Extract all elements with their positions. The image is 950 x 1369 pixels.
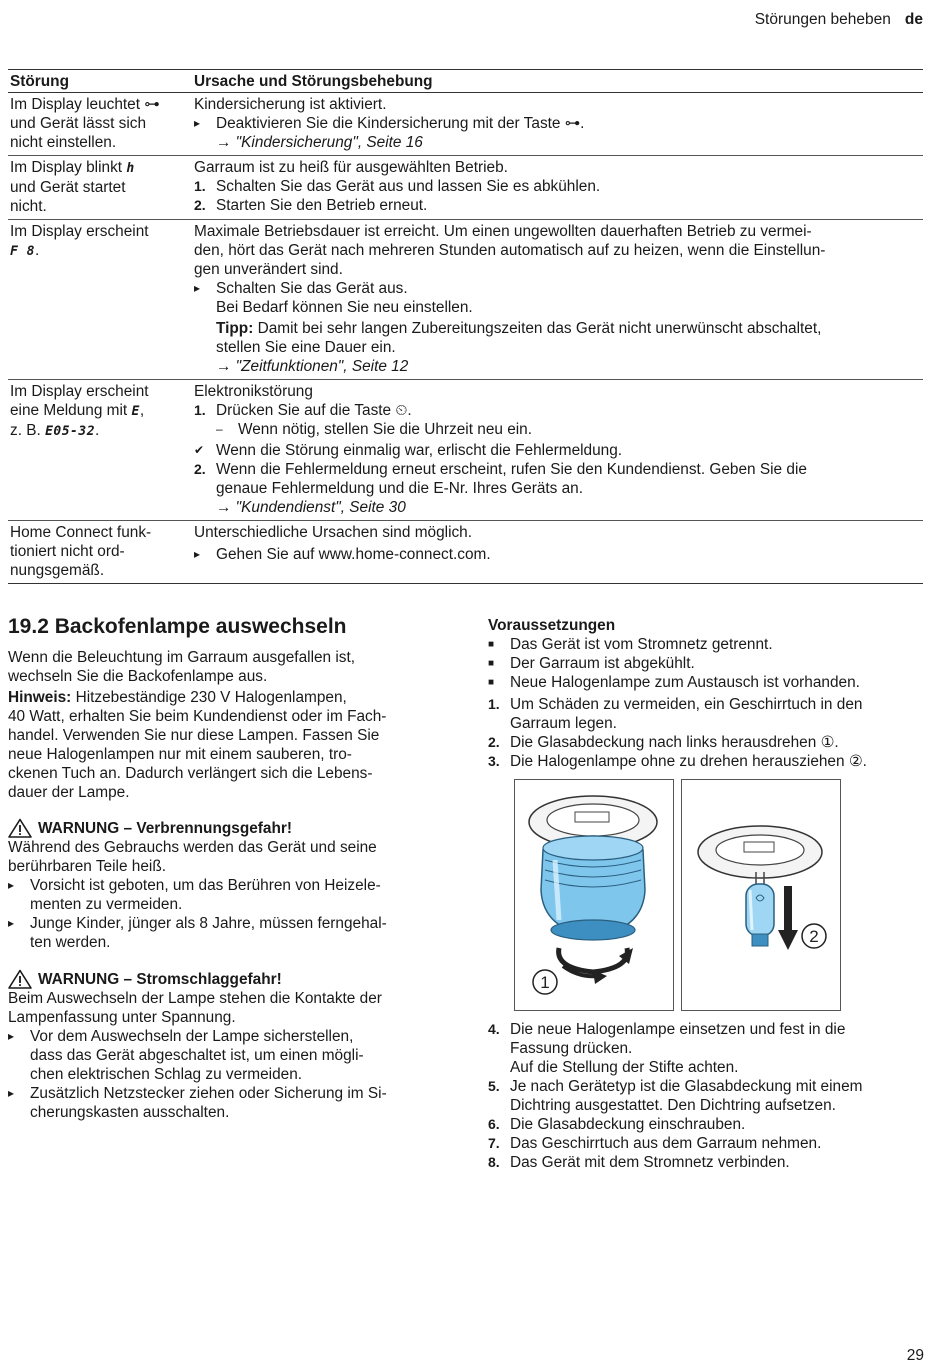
warning-triangle-icon (8, 969, 32, 989)
tip-label: Tipp: (216, 320, 254, 337)
square-bullet-icon: ■ (488, 658, 495, 669)
check-icon: ✔ (194, 443, 205, 457)
triangle-right-icon: ▸ (194, 116, 201, 130)
col-fault-header: Störung (8, 70, 192, 93)
table-row (8, 380, 923, 521)
lamp-cover-illustration (515, 780, 673, 1010)
cross-reference[interactable]: → "Kundendienst", Seite 30 (216, 499, 406, 516)
figure-unscrew-cover (514, 779, 674, 1011)
left-column: Wenn die Beleuchtung im Garraum ausgefallen ist, wechseln Sie die Backofenlampe aus. Hinweis: Hitzebeständige 230 V Halogenlampen, 40 Watt, erhalten Sie beim Kundendienst oder im Fach- handel. Verwenden Sie nur diese Lampen. Fassen Sie neue Halogenlampen nur mit einem sauberen, tro- ckenen Tuch an. Dadurch verlängert sich die Lebens- dauer der Lampe. WARNUNG – Verbrennungsgefahr! Während des Gebrauchs werden das Gerät und seine berührbaren Teile heiß. ▸ Vorsicht ist geboten, um das Berühren von Heizele- menten zu vermeiden. ▸ Junge Kinder, jünger als 8 Jahre, müssen ferngehal- ten werden. WARNUNG – Stromschlaggefahr! Beim Auswechseln der Lampe stehen die Kontakte der Lampenfassung unter Spannung. ▸ Vor dem Auswechseln der Lampe sicherstellen, dass das Gerät abgeschaltet ist, um einen mögli- chen elektrischen Schlag zu vermeiden. ▸ Zusätzlich Netzstecker ziehen oder Sicherung im Si- cherungskasten ausschalten. (8, 648, 448, 1122)
table-row (8, 156, 923, 220)
cause-cell: Elektronikstörung 1. Drücken Sie auf die Taste ⏲. – Wenn nötig, stellen Sie die Uhrzeit neu ein. ✔ Wenn die Störung einmalig war, erlischt die Fehlermeldung. 2. Wenn die Fehlermeldung erneut erscheint, rufen Sie den Kundendienst. Geben Sie die genaue Fehlermeldung und die E-Nr. Ihres Geräts an. → "Kundendienst", Seite 30 (192, 380, 923, 521)
triangle-right-icon: ▸ (8, 916, 15, 930)
display-symbol: E05-32 (45, 424, 96, 439)
square-bullet-icon: ■ (488, 639, 495, 650)
halogen-lamp-illustration (682, 780, 840, 1010)
display-symbol: F 8 (10, 244, 35, 259)
fault-cell: Im Display erscheint F 8. (8, 220, 192, 380)
triangle-right-icon: ▸ (8, 1029, 15, 1043)
warning-title: WARNUNG – Verbrennungsgefahr! (38, 819, 292, 837)
triangle-right-icon: ▸ (194, 281, 201, 295)
running-header (755, 10, 923, 29)
triangle-right-icon: ▸ (8, 1086, 15, 1100)
header-lang: de (904, 11, 923, 28)
fault-cell: Im Display erscheint eine Meldung mit E, z. B. E05-32. (8, 380, 192, 521)
cause-cell: Maximale Betriebsdauer ist erreicht. Um einen ungewollten dauerhaften Betrieb zu vermei- den, hört das Gerät nach mehreren Stunden automatisch auf zu heizen, wenn die Einstellun- gen unverändert sind. ▸ Schalten Sie das Gerät aus. Bei Bedarf können Sie neu einstellen. Tipp: Damit bei sehr langen Zubereitungszeiten das Gerät nicht unerwünscht abschaltet, stellen Sie eine Dauer ein. → "Zeitfunktionen", Seite 12 (192, 220, 923, 380)
fault-cell: Im Display leuchtet ⊶ und Gerät lässt sich nicht einstellen. (8, 93, 192, 156)
fault-cell: Im Display blinkt h und Gerät startet nicht. (8, 156, 192, 220)
cause-cell: Kindersicherung ist aktiviert. ▸ Deaktivieren Sie die Kindersicherung mit der Taste ⊶. → "Kindersicherung", Seite 16 (192, 93, 923, 156)
display-symbol: E (131, 404, 140, 419)
troubleshooting-table (8, 69, 923, 584)
table-row (8, 521, 923, 584)
table-row (8, 220, 923, 380)
warning-title: WARNUNG – Stromschlaggefahr! (38, 970, 282, 988)
cause-cell: Unterschiedliche Ursachen sind möglich. ▸ Gehen Sie auf www.home-connect.com. (192, 521, 923, 584)
fault-cell: Home Connect funk- tioniert nicht ord- nungsgemäß. (8, 521, 192, 584)
display-symbol: h (126, 161, 135, 176)
warning-burn: WARNUNG – Verbrennungsgefahr! Während des Gebrauchs werden das Gerät und seine berührbaren Teile heiß. ▸ Vorsicht ist geboten, um das Berühren von Heizele- menten zu vermeiden. ▸ Junge Kinder, jünger als 8 Jahre, müssen ferngehal- ten werden. (8, 819, 387, 951)
cause-cell: Garraum ist zu heiß für ausgewählten Betrieb. 1. Schalten Sie das Gerät aus und lassen Sie es abkühlen. 2. Starten Sie den Betrieb erneut. (192, 156, 923, 220)
figure-label: 1 (540, 973, 550, 992)
figure-pull-lamp (681, 779, 841, 1011)
cross-reference[interactable]: → "Zeitfunktionen", Seite 12 (216, 358, 409, 375)
triangle-right-icon: ▸ (194, 547, 201, 561)
cross-reference[interactable]: → "Kindersicherung", Seite 16 (216, 134, 423, 151)
figure-label: 2 (809, 927, 819, 946)
right-column: Voraussetzungen ■ Das Gerät ist vom Stromnetz getrennt. ■ Der Garraum ist abgekühlt. ■ Neue Halogenlampe zum Austausch ist vorhanden. 1. Um Schäden zu vermeiden, ein Geschirrtuch in den Garraum legen. 2. Die Glasabdeckung nach links herausdrehen ①. 3. Die Halogenlampe ohne zu drehen herausziehen ②. (488, 616, 928, 771)
web-link[interactable]: Gehen Sie auf www.home-connect.com. (216, 546, 491, 563)
triangle-right-icon: ▸ (8, 878, 15, 892)
prereq-title: Voraussetzungen (488, 617, 616, 634)
hint-label: Hinweis: (8, 689, 72, 706)
warning-triangle-icon (8, 818, 32, 838)
page-number: 29 (906, 1347, 924, 1364)
steps-continued: 4. Die neue Halogenlampe einsetzen und fest in die Fassung drücken. Auf die Stellung der Stifte achten. 5. Je nach Gerätetyp ist die Glasabdeckung mit einem Dichtring ausgestattet. Den Dichtring aufsetzen. 6. Die Glasabdeckung einschrauben. 7. Das Geschirrtuch aus dem Garraum nehmen. 8. Das Gerät mit dem Stromnetz verbinden. (488, 1021, 863, 1171)
warning-shock: WARNUNG – Stromschlaggefahr! Beim Auswechseln der Lampe stehen die Kontakte der Lampenfassung unter Spannung. ▸ Vor dem Auswechseln der Lampe sicherstellen, dass das Gerät abgeschaltet ist, um einen mögli- chen elektrischen Schlag zu vermeiden. ▸ Zusätzlich Netzstecker ziehen oder Sicherung im Si- cherungskasten ausschalten. (8, 970, 387, 1121)
col-cause-header: Ursache und Störungsbehebung (192, 70, 923, 93)
section-title: 19.2 Backofenlampe auswechseln (8, 615, 347, 638)
square-bullet-icon: ■ (488, 677, 495, 688)
header-section: Störungen beheben (754, 11, 891, 28)
table-row (8, 93, 923, 156)
